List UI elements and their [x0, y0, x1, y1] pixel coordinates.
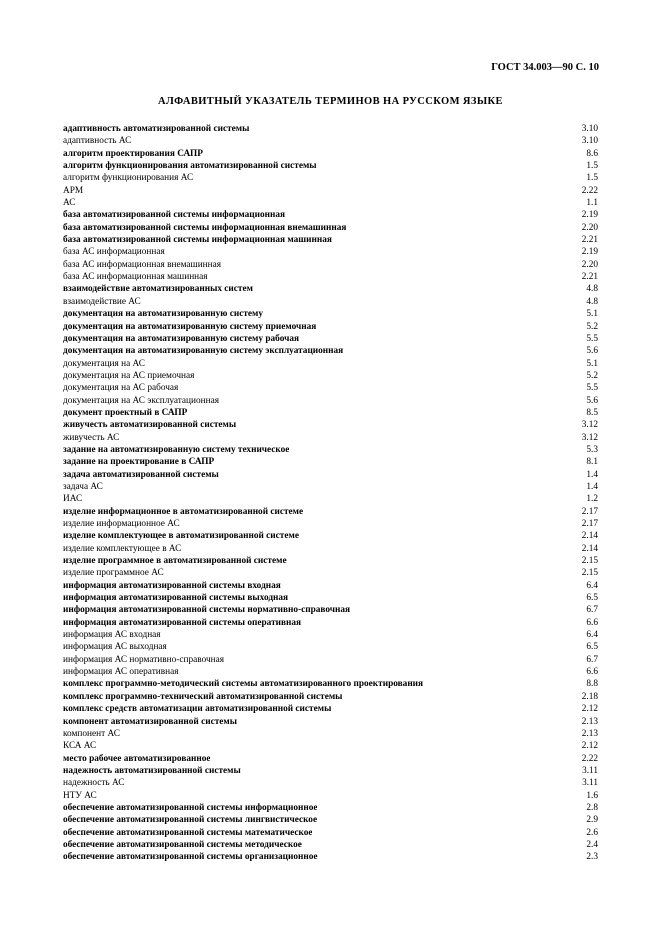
- entry-term: АРМ: [63, 185, 84, 196]
- entry-term: информация АС нормативно-справочная: [63, 654, 225, 665]
- index-entry: [63, 308, 598, 320]
- entry-ref: 3.10: [581, 124, 598, 134]
- index-entry: [63, 333, 598, 345]
- entry-term: задача АС: [63, 481, 103, 492]
- entry-term: документация на АС эксплуатационная: [63, 395, 220, 406]
- entry-ref: 6.7: [586, 605, 598, 616]
- entry-ref: 4.8: [586, 296, 598, 307]
- entry-ref: 5.1: [586, 309, 598, 320]
- index-entry: [63, 851, 598, 863]
- entry-ref: 2.21: [581, 235, 598, 246]
- entry-term: комплекс средств автоматизации автоматизированной системы: [63, 704, 332, 715]
- entry-term: база автоматизированной системы информационная: [63, 210, 286, 221]
- entry-term: информация автоматизированной системы нормативно-справочная: [63, 605, 351, 616]
- index-entry: [63, 728, 598, 740]
- entry-term: алгоритм функционирования автоматизированной системы: [63, 161, 317, 172]
- entry-ref: 6.4: [586, 580, 598, 591]
- index-entry: [63, 703, 598, 715]
- entry-ref: 3.11: [582, 778, 598, 789]
- index-entry: [63, 395, 598, 407]
- entry-term: алгоритм функционирования АС: [63, 173, 194, 184]
- index-entry: [63, 246, 598, 258]
- entry-term: надежность АС: [63, 778, 125, 789]
- index-entry: [63, 432, 598, 444]
- entry-ref: 1.1: [586, 198, 598, 209]
- entry-ref: 3.11: [582, 765, 598, 776]
- entry-ref: 6.5: [586, 593, 598, 604]
- entry-term: взаимодействие АС: [63, 296, 141, 307]
- index-entry: [63, 407, 598, 419]
- entry-ref: 6.5: [586, 642, 598, 653]
- entry-term: изделие комплектующее в автоматизированной системе: [63, 531, 299, 542]
- entry-term: документация на АС: [63, 358, 146, 369]
- entry-term: информация автоматизированной системы оперативная: [63, 617, 302, 628]
- index-list: [63, 123, 598, 864]
- entry-term: обеспечение автоматизированной системы математическое: [63, 827, 313, 838]
- entry-term: взаимодействие автоматизированных систем: [63, 284, 253, 295]
- index-entry: [63, 148, 598, 160]
- index-entry: [63, 493, 598, 505]
- entry-term: алгоритм проектирования САПР: [63, 148, 203, 159]
- entry-term: документация на автоматизированную систему приемочная: [63, 321, 317, 332]
- entry-term: НТУ АС: [63, 790, 97, 801]
- entry-ref: 6.6: [586, 667, 598, 678]
- entry-ref: 1.5: [586, 173, 598, 184]
- entry-ref: 2.18: [581, 691, 598, 702]
- index-entry: [63, 765, 598, 777]
- entry-ref: 2.9: [586, 815, 598, 826]
- entry-ref: 2.15: [581, 556, 598, 567]
- entry-term: изделие программное в автоматизированной системе: [63, 556, 287, 567]
- entry-ref: 5.1: [586, 358, 598, 369]
- index-entry: [63, 506, 598, 518]
- entry-term: задание на проектирование в САПР: [63, 457, 215, 468]
- entry-term: обеспечение автоматизированной системы методическое: [63, 839, 302, 850]
- entry-term: адаптивность АС: [63, 136, 132, 147]
- index-entry: [63, 419, 598, 431]
- entry-ref: 8.8: [586, 679, 598, 690]
- index-entry: [63, 209, 598, 221]
- entry-ref: 5.2: [586, 370, 598, 381]
- entry-ref: 5.6: [586, 395, 598, 406]
- entry-term: комплекс программно-технический автоматизированной системы: [63, 691, 343, 702]
- index-entry: [63, 444, 598, 456]
- index-entry: [63, 197, 598, 209]
- entry-ref: 4.8: [586, 284, 598, 295]
- entry-ref: 3.12: [581, 420, 598, 431]
- entry-ref: 6.4: [586, 630, 598, 641]
- entry-term: задача автоматизированной системы: [63, 469, 219, 480]
- index-entry: [63, 678, 598, 690]
- entry-term: информация автоматизированной системы выходная: [63, 593, 289, 604]
- entry-term: комплекс программно-методический системы автоматизированного проектирования: [63, 679, 424, 690]
- entry-ref: 8.5: [586, 407, 598, 418]
- index-entry: [63, 222, 598, 234]
- entry-term: компонент АС: [63, 728, 120, 739]
- entry-ref: 2.12: [581, 741, 598, 752]
- entry-term: обеспечение автоматизированной системы информационное: [63, 802, 318, 813]
- entry-ref: 5.5: [586, 383, 598, 394]
- entry-term: документация на АС приемочная: [63, 370, 195, 381]
- entry-term: АС: [63, 198, 76, 209]
- index-entry: [63, 592, 598, 604]
- entry-ref: 2.19: [581, 247, 598, 258]
- entry-ref: 1.6: [586, 790, 598, 801]
- index-entry: [63, 827, 598, 839]
- entry-ref: 2.13: [581, 728, 598, 739]
- entry-term: живучесть автоматизированной системы: [63, 420, 237, 431]
- entry-ref: 2.6: [586, 827, 598, 838]
- entry-term: документация на автоматизированную систему эксплуатационная: [63, 346, 344, 357]
- entry-term: изделие информационное АС: [63, 519, 180, 529]
- entry-term: обеспечение автоматизированной системы организационное: [63, 852, 318, 863]
- entry-term: документация на автоматизированную систему: [63, 309, 264, 320]
- entry-term: обеспечение автоматизированной системы лингвистическое: [63, 815, 318, 826]
- index-entry: [63, 382, 598, 394]
- entry-ref: 6.6: [586, 617, 598, 628]
- entry-term: информация АС выходная: [63, 642, 167, 653]
- index-entry: [63, 543, 598, 555]
- entry-ref: 5.6: [586, 346, 598, 357]
- entry-ref: 1.4: [586, 481, 598, 492]
- index-entry: [63, 358, 598, 370]
- entry-term: изделие информационное в автоматизированной системе: [63, 506, 304, 517]
- entry-term: документ проектный в САПР: [63, 407, 188, 418]
- index-entry: [63, 456, 598, 468]
- entry-term: база АС информационная машинная: [63, 272, 208, 283]
- entry-ref: 2.8: [586, 802, 598, 813]
- entry-term: документация на АС рабочая: [63, 383, 179, 394]
- index-entry: [63, 123, 598, 135]
- entry-ref: 6.7: [586, 654, 598, 665]
- entry-term: надежность автоматизированной системы: [63, 765, 241, 776]
- document-header: ГОСТ 34.003—90 С. 10: [491, 62, 599, 73]
- entry-ref: 2.3: [586, 852, 598, 863]
- entry-ref: 1.5: [586, 161, 598, 172]
- index-entry: [63, 604, 598, 616]
- index-entry: [63, 172, 598, 184]
- entry-term: база АС информационная внемашинная: [63, 259, 222, 270]
- index-entry: [63, 185, 598, 197]
- index-entry: [63, 234, 598, 246]
- index-entry: [63, 321, 598, 333]
- index-entry: [63, 740, 598, 752]
- entry-ref: 2.15: [581, 568, 598, 579]
- entry-term: информация АС входная: [63, 630, 161, 641]
- entry-ref: 2.4: [586, 839, 598, 850]
- entry-term: изделие программное АС: [63, 568, 164, 579]
- index-entry: [63, 567, 598, 579]
- index-entry: [63, 530, 598, 542]
- entry-ref: 3.12: [581, 432, 598, 443]
- index-entry: [63, 296, 598, 308]
- index-entry: [63, 654, 598, 666]
- entry-ref: 5.2: [586, 321, 598, 332]
- entry-ref: 2.12: [581, 704, 598, 715]
- index-entry: [63, 777, 598, 789]
- entry-term: база автоматизированной системы информационная машинная: [63, 235, 332, 246]
- index-entry: [63, 716, 598, 728]
- entry-ref: 2.21: [581, 272, 598, 283]
- index-entry: [63, 370, 598, 382]
- entry-ref: 2.22: [581, 185, 598, 196]
- page-title: АЛФАВИТНЫЙ УКАЗАТЕЛЬ ТЕРМИНОВ НА РУССКОМ ЯЗЫКЕ: [158, 96, 503, 107]
- entry-term: задание на автоматизированную систему техническое: [63, 444, 290, 455]
- index-entry: [63, 271, 598, 283]
- entry-term: адаптивность автоматизированной системы: [63, 124, 250, 134]
- index-entry: [63, 617, 598, 629]
- index-entry: [63, 518, 598, 530]
- index-entry: [63, 641, 598, 653]
- entry-ref: 5.5: [586, 333, 598, 344]
- entry-ref: 2.17: [581, 519, 598, 529]
- entry-term: изделие комплектующее в АС: [63, 543, 182, 554]
- index-entry: [63, 481, 598, 493]
- entry-term: информация АС оперативная: [63, 667, 179, 678]
- entry-ref: 2.14: [581, 543, 598, 554]
- entry-term: место рабочее автоматизированное: [63, 753, 211, 764]
- index-entry: [63, 580, 598, 592]
- entry-ref: 3.10: [581, 136, 598, 147]
- entry-term: ИАС: [63, 494, 83, 505]
- index-entry: [63, 666, 598, 678]
- entry-term: живучесть АС: [63, 432, 120, 443]
- entry-ref: 2.20: [581, 259, 598, 270]
- index-entry: [63, 753, 598, 765]
- entry-ref: 2.17: [581, 506, 598, 517]
- index-entry: [63, 135, 598, 147]
- index-entry: [63, 345, 598, 357]
- entry-ref: 2.14: [581, 531, 598, 542]
- entry-ref: 2.13: [581, 716, 598, 727]
- entry-term: информация автоматизированной системы входная: [63, 580, 281, 591]
- entry-ref: 5.3: [586, 444, 598, 455]
- index-entry: [63, 469, 598, 481]
- entry-term: документация на автоматизированную систему рабочая: [63, 333, 300, 344]
- index-entry: [63, 555, 598, 567]
- index-entry: [63, 629, 598, 641]
- entry-term: КСА АС: [63, 741, 97, 752]
- index-entry: [63, 839, 598, 851]
- entry-term: компонент автоматизированной системы: [63, 716, 238, 727]
- index-entry: [63, 814, 598, 826]
- entry-ref: 1.4: [586, 469, 598, 480]
- index-entry: [63, 160, 598, 172]
- index-entry: [63, 691, 598, 703]
- entry-ref: 2.19: [581, 210, 598, 221]
- index-entry: [63, 802, 598, 814]
- entry-ref: 1.2: [586, 494, 598, 505]
- index-entry: [63, 283, 598, 295]
- entry-ref: 8.1: [586, 457, 598, 468]
- index-entry: [63, 790, 598, 802]
- entry-term: база автоматизированной системы информационная внемашинная: [63, 222, 347, 233]
- index-entry: [63, 259, 598, 271]
- entry-ref: 2.20: [581, 222, 598, 233]
- entry-term: база АС информационная: [63, 247, 165, 258]
- entry-ref: 8.6: [586, 148, 598, 159]
- entry-ref: 2.22: [581, 753, 598, 764]
